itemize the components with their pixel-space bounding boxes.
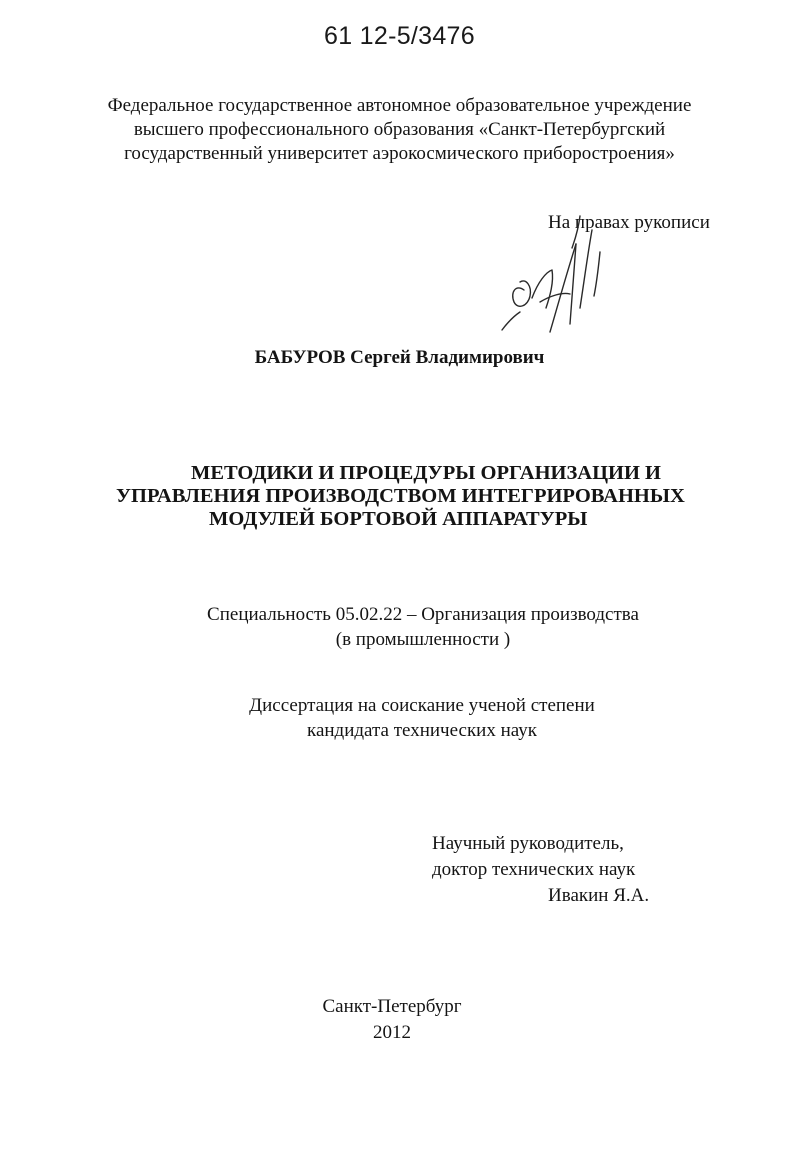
city: Санкт-Петербург xyxy=(322,996,462,1017)
specialty-info xyxy=(0,602,799,652)
handwritten-signature xyxy=(480,212,630,342)
place-and-year xyxy=(0,994,784,1046)
institution-line: Федеральное государственное автономное образовательное учреждение xyxy=(107,95,692,116)
specialty-line: (в промышленности ) xyxy=(335,629,511,650)
institution-line: государственный университет аэрокосмического приборостроения» xyxy=(124,143,675,164)
specialty-line: Специальность 05.02.22 – Организация производства xyxy=(207,604,639,625)
institution-line: высшего профессионального образования «Санкт-Петербургский xyxy=(133,119,666,140)
supervisor-block xyxy=(432,831,649,909)
supervisor-degree: доктор технических наук xyxy=(432,859,636,880)
author-name: БАБУРОВ Сергей Владимирович xyxy=(254,347,545,368)
supervisor-name: Ивакин Я.А. xyxy=(548,885,650,906)
title-line: МОДУЛЕЙ БОРТОВОЙ АППАРАТУРЫ xyxy=(209,508,588,530)
title-line: УПРАВЛЕНИЯ ПРОИЗВОДСТВОМ ИНТЕГРИРОВАННЫХ xyxy=(116,485,685,507)
institution-name xyxy=(40,94,759,166)
degree-statement xyxy=(0,693,799,743)
registration-stamp: 61 12-5/3476 xyxy=(324,22,475,50)
degree-line: Диссертация на соискание ученой степени xyxy=(249,695,595,716)
degree-line: кандидата технических наук xyxy=(307,720,537,741)
year: 2012 xyxy=(373,1022,411,1043)
title-line: МЕТОДИКИ И ПРОЦЕДУРЫ ОРГАНИЗАЦИИ И xyxy=(191,462,661,484)
manuscript-rights-note: На правах рукописи xyxy=(548,212,710,233)
supervisor-role: Научный руководитель, xyxy=(432,833,624,854)
